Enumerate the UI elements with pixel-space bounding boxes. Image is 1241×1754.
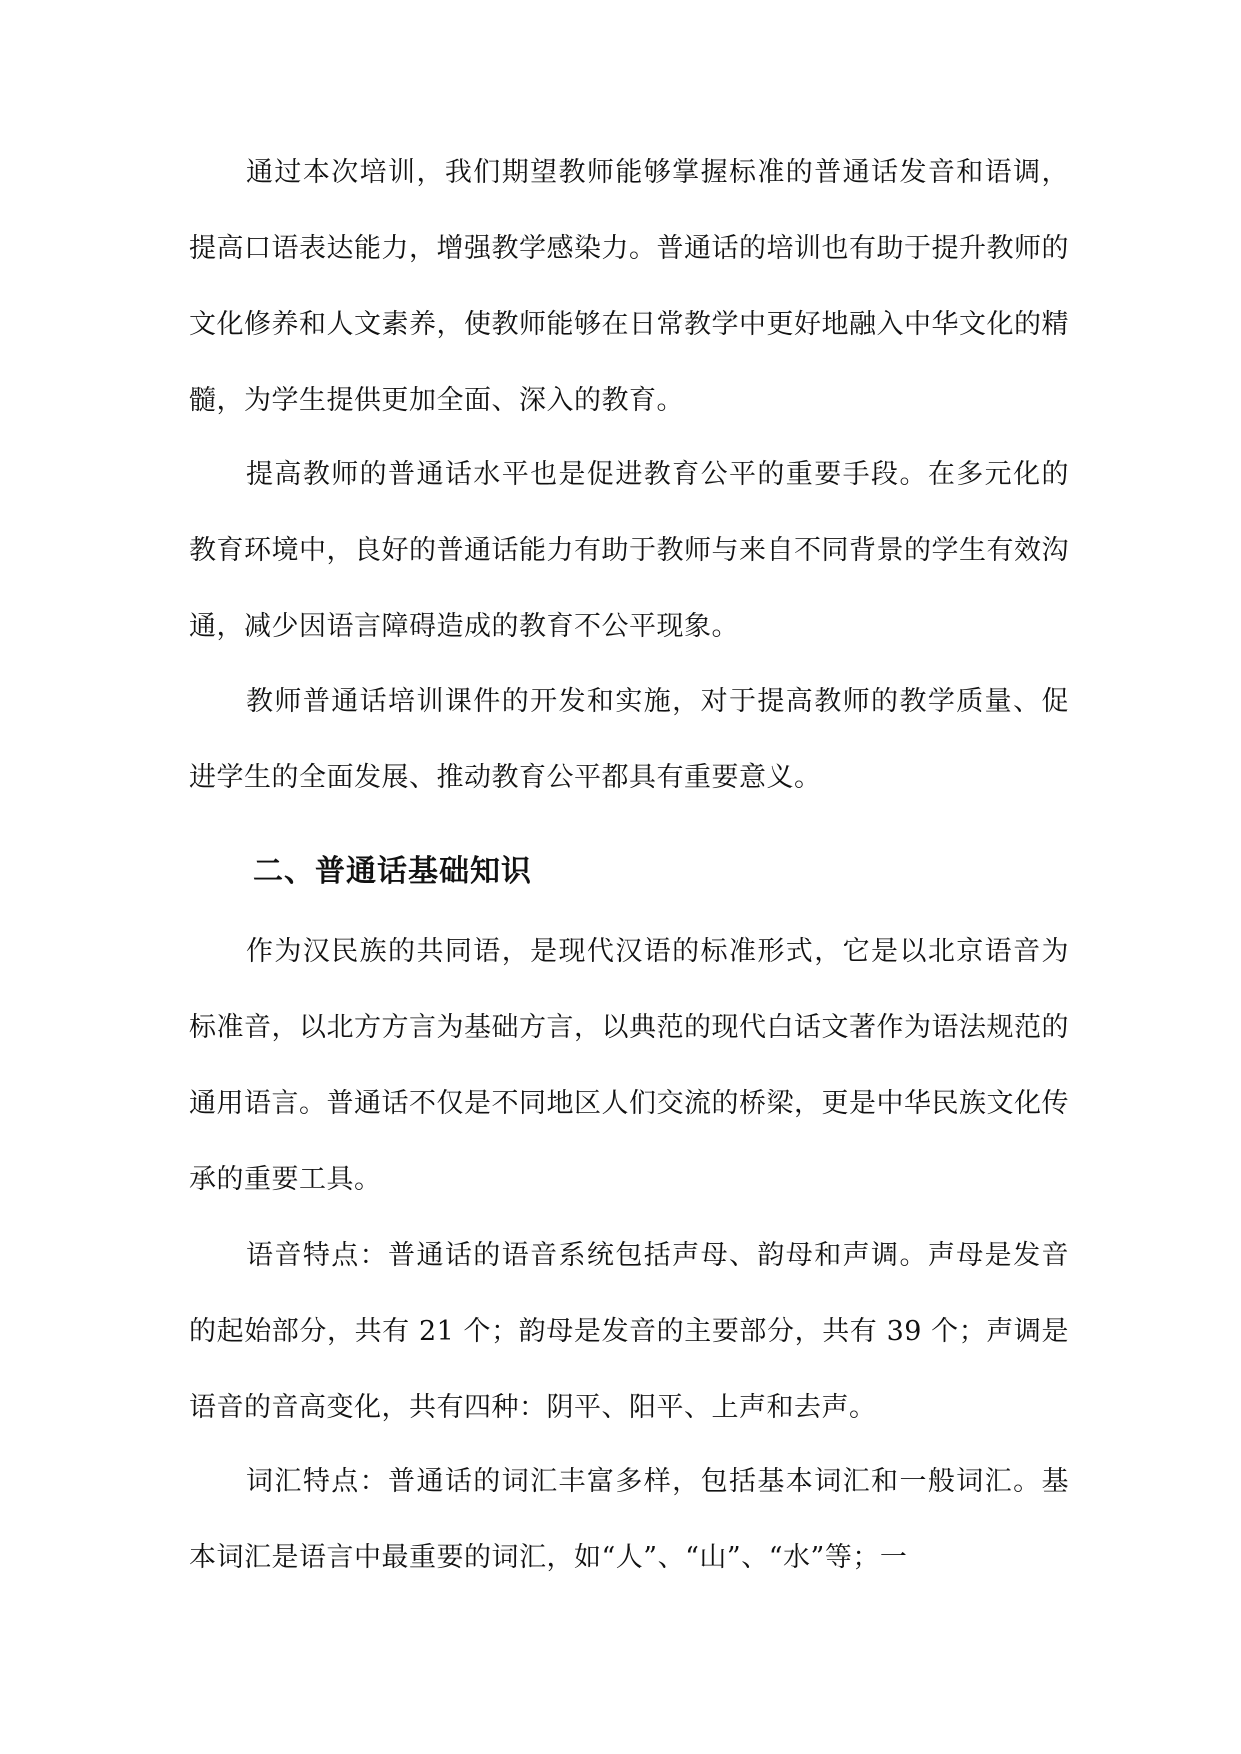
paragraph-phonetic-features: 语音特点：普通话的语音系统包括声母、韵母和声调。声母是发音的起始部分，共有 21 个；韵母是发音的主要部分，共有 39 个；声调是语音的音高变化，共有四种：阴平、阳平、上声和去声。 <box>189 1240 1069 1423</box>
paragraph-mandarin-definition: 作为汉民族的共同语，是现代汉语的标准形式，它是以北京语音为标准音，以北方方言为基础方言，以典范的现代白话文著作为语法规范的通用语言。普通话不仅是不同地区人们交流的桥梁，更是中华民族文化传承的重要工具。 <box>189 936 1069 1195</box>
paragraph-education-equity: 提高教师的普通话水平也是促进教育公平的重要手段。在多元化的教育环境中，良好的普通话能力有助于教师与来自不同背景的学生有效沟通，减少因语言障碍造成的教育不公平现象。 <box>189 459 1069 642</box>
paragraph-vocabulary-features: 词汇特点：普通话的词汇丰富多样，包括基本词汇和一般词汇。基本词汇是语言中最重要的词汇，如“人”、“山”、“水”等；一 <box>189 1466 1069 1573</box>
paragraph-courseware-significance: 教师普通话培训课件的开发和实施，对于提高教师的教学质量、促进学生的全面发展、推动教育公平都具有重要意义。 <box>189 686 1069 793</box>
section-heading-basics: 二、普通话基础知识 <box>253 854 532 889</box>
paragraph-training-goals: 通过本次培训，我们期望教师能够掌握标准的普通话发音和语调，提高口语表达能力，增强教学感染力。普通话的培训也有助于提升教师的文化修养和人文素养，使教师能够在日常教学中更好地融入中华文化的精髓，为学生提供更加全面、深入的教育。 <box>189 157 1069 416</box>
